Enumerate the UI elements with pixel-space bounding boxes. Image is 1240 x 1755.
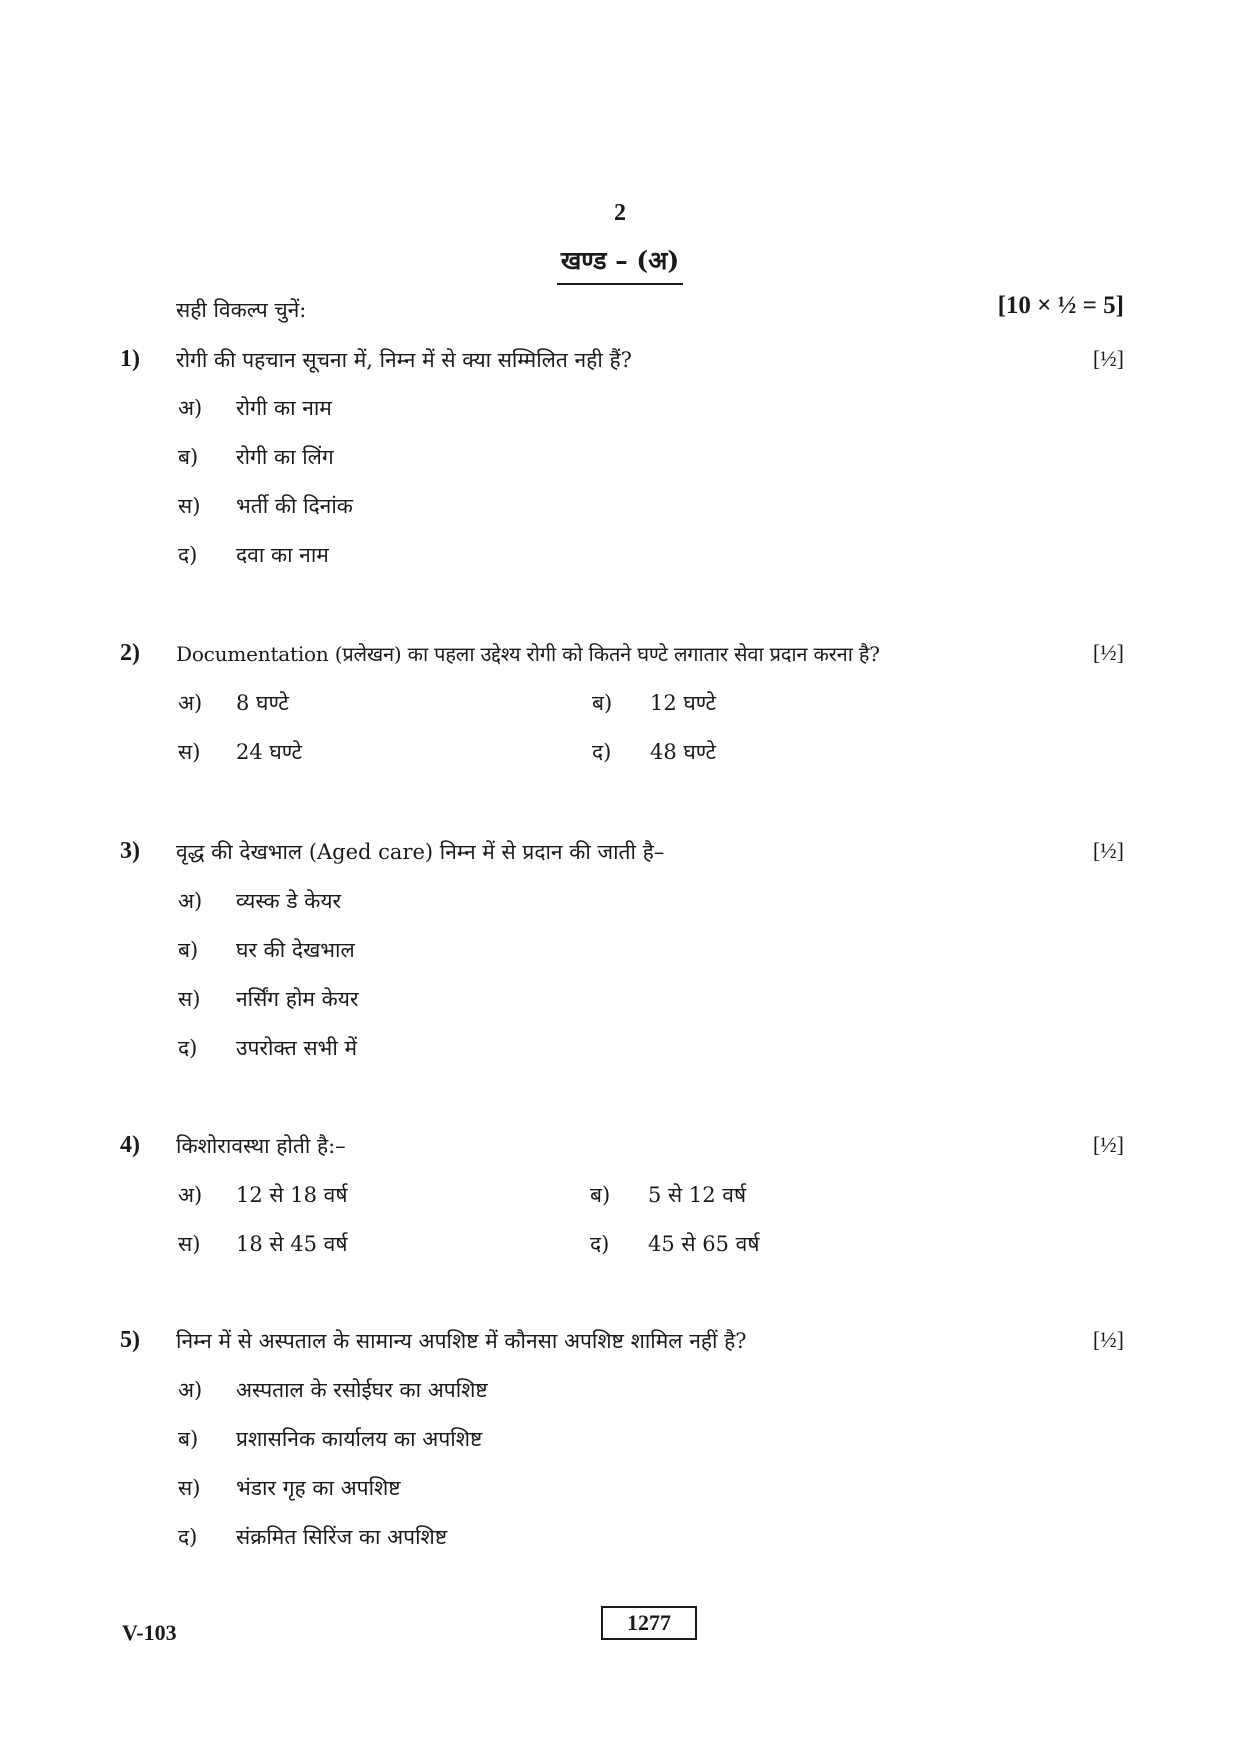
option-label: अ) [178,1378,203,1402]
question-number: 2) [120,640,140,666]
option-label: स) [178,740,201,764]
option-c [178,738,302,766]
option-text: 12 से 18 वर्ष [236,1183,348,1207]
question-text: वृद्ध की देखभाल (Aged care) निम्न में से प्रदान की जाती है– [176,840,665,864]
option-d [590,1230,759,1258]
option-label: स) [178,494,201,518]
paper-code: V-103 [122,1620,177,1645]
section-title-text: खण्ड – (अ) [557,243,683,285]
option-d [592,738,716,766]
option-text: दवा का नाम [236,543,329,567]
option-text: घर की देखभाल [236,938,355,962]
option-a [178,1376,488,1404]
option-label: अ) [178,691,203,715]
option-a [178,394,332,422]
option-label: द) [592,740,612,764]
option-text: रोगी का नाम [236,396,332,420]
option-text: रोगी का लिंग [236,445,334,469]
option-d [178,541,329,569]
option-text: प्रशासनिक कार्यालय का अपशिष्ट [236,1427,483,1451]
option-d [178,1523,447,1551]
option-text: 12 घण्टे [650,691,717,715]
option-text: 45 से 65 वर्ष [648,1232,760,1256]
option-text: अस्पताल के रसोईघर का अपशिष्ट [236,1378,488,1402]
option-label: स) [178,1232,201,1256]
question-text: रोगी की पहचान सूचना में, निम्न में से क्या सम्मिलित नही हैं? [176,348,632,372]
option-label: अ) [178,396,203,420]
option-label: ब) [178,1427,199,1451]
option-text: 48 घण्टे [650,740,717,764]
question-marks: [½] [1092,1132,1124,1157]
question-marks: [½] [1092,346,1124,371]
option-label: ब) [590,1183,611,1207]
option-label: स) [178,987,201,1011]
question-text: निम्न में से अस्पताल के सामान्य अपशिष्ट में कौनसा अपशिष्ट शामिल नहीं है? [176,1329,747,1353]
instruction: सही विकल्प चुनें: [176,298,307,322]
option-label: स) [178,1476,201,1500]
option-a [178,689,289,717]
option-text: 5 से 12 वर्ष [648,1183,747,1207]
option-b [590,1181,746,1209]
option-b [592,689,716,717]
option-text: 24 घण्टे [236,740,303,764]
option-text: संक्रमित सिरिंज का अपशिष्ट [236,1525,448,1549]
question-marks: [½] [1092,838,1124,863]
option-text: भर्ती की दिनांक [236,494,353,518]
page-box-number: 1277 [601,1606,697,1640]
option-label: अ) [178,1183,203,1207]
option-label: अ) [178,889,203,913]
option-a [178,1181,347,1209]
option-label: ब) [592,691,613,715]
option-c [178,1230,347,1258]
option-d [178,1034,357,1062]
question-marks: [½] [1092,1327,1124,1352]
option-text: व्यस्क डे केयर [236,889,342,913]
option-a [178,887,341,915]
page-number: 2 [614,200,626,226]
question-number: 3) [120,838,140,864]
option-b [178,936,355,964]
option-label: ब) [178,938,199,962]
question-number: 1) [120,346,140,372]
option-text: उपरोक्त सभी में [236,1036,357,1060]
option-b [178,443,334,471]
option-label: द) [178,1525,198,1549]
option-label: ब) [178,445,199,469]
option-label: द) [178,1036,198,1060]
option-label: द) [178,543,198,567]
question-text: Documentation (प्रलेखन) का पहला उद्देश्य रोगी को कितने घण्टे लगातार सेवा प्रदान करना है? [176,642,880,666]
option-text: 18 से 45 वर्ष [236,1232,348,1256]
option-c [178,985,359,1013]
option-c [178,1474,401,1502]
option-label: द) [590,1232,610,1256]
question-number: 4) [120,1132,140,1158]
option-text: 8 घण्टे [236,691,289,715]
option-text: भंडार गृह का अपशिष्ट [236,1476,401,1500]
section-title [0,243,1240,285]
option-c [178,492,353,520]
question-number: 5) [120,1327,140,1353]
question-marks: [½] [1092,640,1124,665]
question-text: किशोरावस्था होती है:– [176,1134,346,1158]
option-b [178,1425,482,1453]
option-text: नर्सिंग होम केयर [236,987,359,1011]
total-marks: [10 × ½ = 5] [997,292,1124,319]
